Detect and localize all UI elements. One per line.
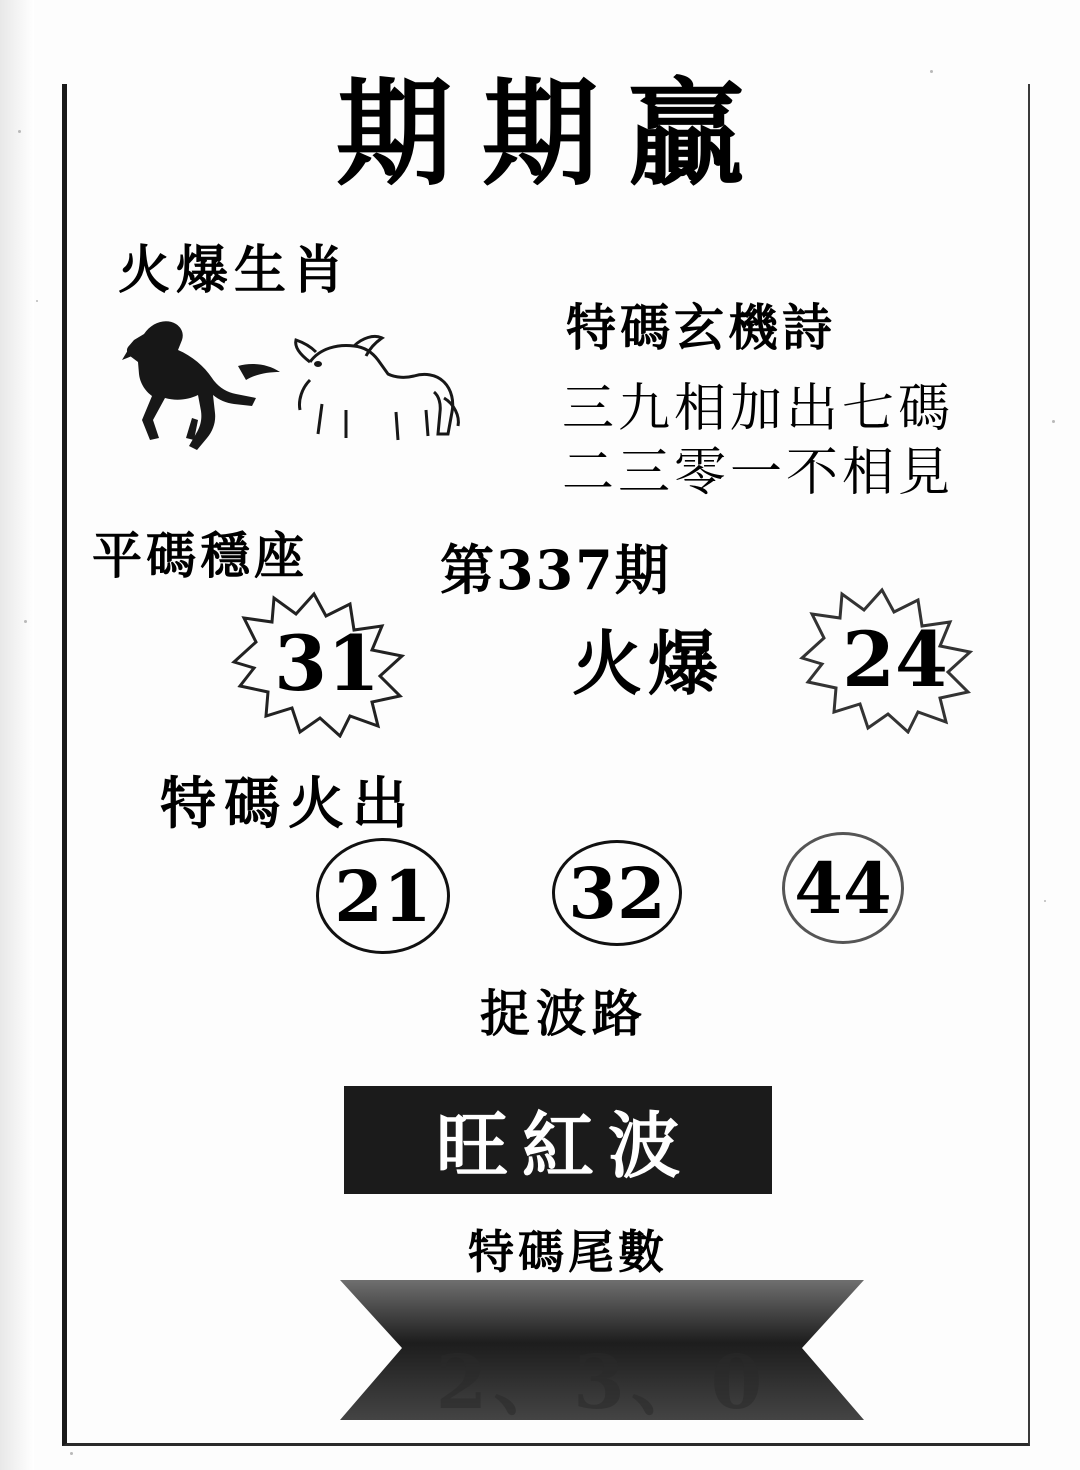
hot-label: 火爆 (572, 622, 724, 705)
poem-line-1: 三九相加出七碼 (562, 379, 955, 439)
issue-number: 第337期 (440, 538, 671, 602)
scan-speck (1044, 900, 1046, 902)
scan-speck (36, 300, 38, 302)
tail-value: 2、3、0 (435, 1340, 769, 1426)
poem-title: 特碼玄機詩 (566, 298, 836, 357)
horse-and-ox-icon (96, 300, 496, 470)
steady-codes-label: 平碼穩座 (92, 526, 308, 585)
steady-code-right (790, 584, 1000, 734)
special-code-3: 44 (782, 832, 904, 944)
steady-code-left (222, 588, 432, 738)
wave-label: 捉波路 (480, 984, 648, 1043)
scan-edge-shadow (0, 0, 34, 1470)
special-code-2: 32 (552, 840, 682, 946)
wave-banner: 旺紅波 (344, 1086, 772, 1194)
special-code-1: 21 (316, 838, 450, 954)
tail-ribbon (332, 1270, 872, 1430)
hot-zodiac-label: 火爆生肖 (118, 240, 351, 301)
scan-speck (930, 70, 933, 73)
scan-speck (24, 620, 27, 623)
scan-speck (1052, 420, 1055, 423)
steady-code-left-value: 31 (274, 618, 380, 708)
steady-code-right-value: 24 (842, 614, 948, 704)
special-codes-label: 特碼火出 (160, 771, 416, 837)
tail-label: 特碼尾數 (468, 1225, 668, 1279)
page-title: 期期贏 (336, 66, 774, 202)
scan-speck (70, 1452, 73, 1455)
poem-line-2: 二三零一不相見 (562, 443, 955, 503)
zodiac-illustrations (96, 300, 496, 470)
